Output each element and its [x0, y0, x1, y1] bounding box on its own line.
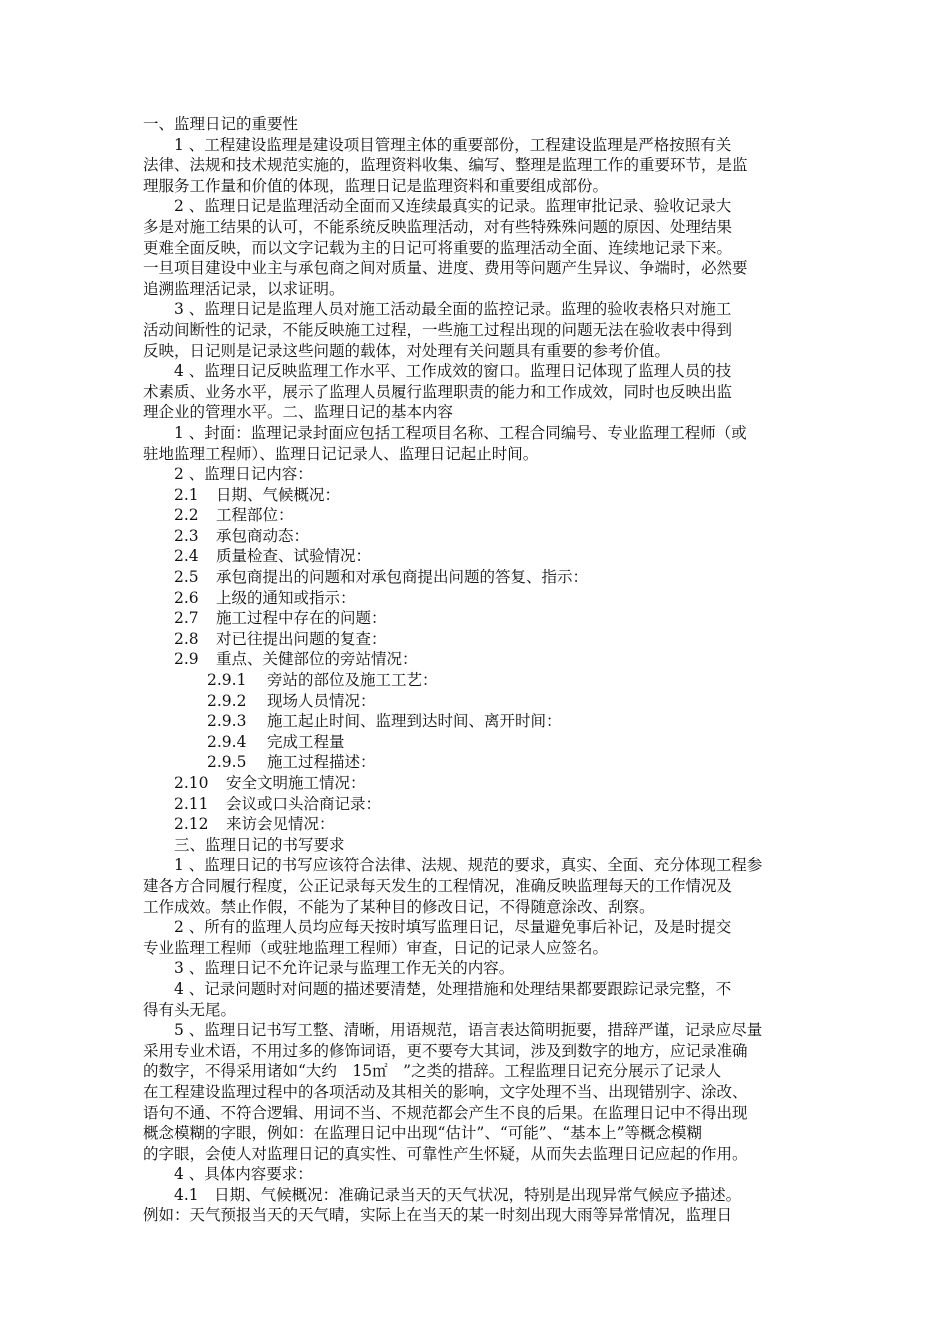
paragraph-line: 理企业的管理水平。二、监理日记的基本内容: [143, 403, 454, 422]
list-item-number: 2.10: [174, 774, 209, 792]
paragraph-line: 专业监理工程师（或驻地监理工程师）审查，日记的记录人应签名。: [143, 938, 609, 957]
list-item-number: 2.6: [174, 588, 199, 607]
paragraph-line: 反映，日记则是记录这些问题的载体，对处理有关问题具有重要的参考价值。: [143, 341, 671, 360]
paragraph-line: 驻地监理工程师）、监理日记记录人、监理日记起止时间。: [143, 444, 539, 463]
list-item-text: 现场人员情况：: [267, 691, 376, 710]
list-item-text: 来访会见情况：: [226, 815, 335, 834]
paragraph-line: 4.1 日期、气候概况：准确记录当天的天气状况，特别是出现异常气候应予描述。: [174, 1185, 742, 1204]
list-item-number: 2.9.5: [207, 753, 247, 772]
list-item-text: 承包商提出的问题和对承包商提出问题的答复、指示：: [216, 568, 589, 587]
paragraph-line: 工作成效。禁止作假，不能为了某种目的修改日记，不得随意涂改、刮察。: [143, 897, 655, 916]
list-item-text: 施工过程中存在的问题：: [216, 609, 387, 628]
sub-list-item: [143, 732, 793, 753]
paragraph-line: 2 、所有的监理人员均应每天按时填写监理日记，尽量避免事后补记，及是时提交: [174, 918, 732, 937]
paragraph-line: 4 、监理日记反映监理工作水平、工作成效的窗口。监理日记体现了监理人员的技: [174, 362, 732, 381]
paragraph-line: 追溯监理活记录，以求证明。: [143, 279, 345, 298]
list-item-text: 会议或口头洽商记录：: [226, 794, 382, 813]
list-item: [143, 505, 793, 526]
list-item-text: 上级的通知或指示：: [216, 588, 356, 607]
paragraph-line: 1 、工程建设监理是建设项目管理主体的重要部份，工程建设监理是严格按照有关: [174, 135, 732, 154]
paragraph-line: 理服务工作量和价值的体现，监理日记是监理资料和重要组成部份。: [143, 176, 609, 195]
list-intro: 2 、监理日记内容：: [174, 465, 313, 484]
section-heading-requirements: 三、监理日记的书写要求: [174, 835, 345, 854]
paragraph-line: 3 、监理日记不允许记录与监理工作无关的内容。: [174, 959, 515, 978]
list-item-number: 2.9.1: [207, 671, 247, 690]
paragraph-line: 更难全面反映，而以文字记载为主的日记可将重要的监理活动全面、连续地记录下来。: [143, 238, 733, 257]
list-item-text: 重点、关健部位的旁站情况：: [216, 650, 418, 669]
list-item-text: 施工起止时间、监理到达时间、离开时间：: [267, 712, 562, 731]
list-item-number: 2.7: [174, 609, 199, 628]
paragraph-line: 建各方合同履行程度，公正记录每天发生的工程情况，准确反映监理每天的工作情况及: [143, 876, 733, 895]
sub-list-item: [143, 752, 793, 773]
list-item-text: 完成工程量: [267, 732, 345, 751]
paragraph-line: 的字眼，会使人对监理日记的真实性、可靠性产生怀疑，从而失去监理日记应起的作用。: [143, 1144, 748, 1163]
paragraph-line: 1 、监理日记的书写应该符合法律、法规、规范的要求，真实、全面、充分体现工程参: [174, 856, 763, 875]
document-body: [143, 114, 793, 1226]
paragraph-line: 术素质、业务水平，展示了监理人员履行监理职责的能力和工作成效，同时也反映出监: [143, 382, 733, 401]
paragraph-line: 多是对施工结果的认可，不能系统反映监理活动，对有些特殊殊问题的原因、处理结果: [143, 217, 733, 236]
list-item-number: 2.12: [174, 815, 209, 834]
list-item-text: 施工过程描述：: [267, 753, 376, 772]
list-item: [143, 485, 793, 506]
list-item-number: 2.11: [174, 794, 209, 813]
list-item-number: 2.3: [174, 526, 199, 545]
list-item: [143, 649, 793, 670]
list-item: [143, 588, 793, 609]
paragraph-line: 5 、监理日记书写工整、清晰，用语规范，语言表达简明扼要，措辞严谨，记录应尽量: [174, 1021, 763, 1040]
paragraph-line: 一旦项目建设中业主与承包商之间对质量、进度、费用等问题产生异议、争端时，必然要: [143, 259, 748, 278]
paragraph-line: 语句不通、不符合逻辑、用词不当、不规范都会产生不良的后果。在监理日记中不得出现: [143, 1103, 748, 1122]
list-item-text: 安全文明施工情况：: [226, 774, 366, 792]
paragraph-line: 的数字，不得采用诸如“大约 15㎡ ”之类的措辞。工程监理日记充分展示了记录人: [143, 1062, 722, 1081]
list-item: [143, 567, 793, 588]
paragraph-line: 例如：天气预报当天的天气晴，实际上在当天的某一时刻出现大雨等异常情况，监理日: [143, 1206, 733, 1225]
list-item-text: 日期、气候概况：: [216, 485, 341, 504]
sub-list-item: [143, 691, 793, 712]
list-item: [143, 629, 793, 650]
paragraph-line: 2 、监理日记是监理活动全面而又连续最真实的记录。监理审批记录、验收记录大: [174, 197, 732, 216]
paragraph-line: 4 、具体内容要求：: [174, 1165, 313, 1184]
list-item-text: 承包商动态：: [216, 526, 310, 545]
list-item-text: 质量检查、试验情况：: [216, 547, 372, 566]
section-heading-importance: 一、监理日记的重要性: [143, 115, 299, 133]
list-item: [143, 526, 793, 547]
list-item-number: 2.5: [174, 568, 199, 587]
list-item-number: 2.9.4: [207, 732, 247, 751]
list-item: [143, 794, 793, 815]
list-item-text: 旁站的部位及施工工艺：: [267, 671, 438, 690]
paragraph-line: 采用专业术语，不用过多的修饰词语，更不要夸大其词，涉及到数字的地方，应记录准确: [143, 1041, 748, 1060]
list-item-number: 2.1: [174, 485, 199, 504]
list-item: [143, 608, 793, 629]
paragraph-line: 在工程建设监理过程中的各项活动及其相关的影响，文字处理不当、出现错别字、涂改、: [143, 1082, 748, 1101]
list-item: [143, 546, 793, 567]
list-item-text: 对已往提出问题的复查：: [216, 629, 387, 648]
list-item-number: 2.8: [174, 629, 199, 648]
paragraph-line: 1 、封面：监理记录封面应包括工程项目名称、工程合同编号、专业监理工程师（或: [174, 423, 747, 442]
list-item: [143, 814, 793, 835]
paragraph-line: 得有头无尾。: [143, 1000, 237, 1019]
list-item-text: 工程部位：: [216, 506, 294, 525]
paragraph-line: 活动间断性的记录，不能反映施工过程，一些施工过程出现的问题无法在验收表中得到: [143, 320, 733, 339]
paragraph-line: 3 、监理日记是监理人员对施工活动最全面的监控记录。监理的验收表格只对施工: [174, 300, 732, 319]
paragraph-line: 4 、记录问题时对问题的描述要清楚，处理措施和处理结果都要跟踪记录完整，不: [174, 979, 732, 998]
sub-list-item: [143, 711, 793, 732]
list-item-number: 2.2: [174, 506, 199, 525]
list-item-number: 2.9.2: [207, 691, 247, 710]
list-item: [143, 773, 793, 794]
paragraph-line: 法律、法规和技术规范实施的，监理资料收集、编写、整理是监理工作的重要环节，是监: [143, 156, 748, 175]
list-item-number: 2.9: [174, 650, 199, 669]
sub-list-item: [143, 670, 793, 691]
list-item-number: 2.4: [174, 547, 199, 566]
paragraph-line: 概念模糊的字眼，例如：在监理日记中出现“估计”、“可能”、“基本上”等概念模糊: [143, 1124, 703, 1143]
list-item-number: 2.9.3: [207, 712, 247, 731]
